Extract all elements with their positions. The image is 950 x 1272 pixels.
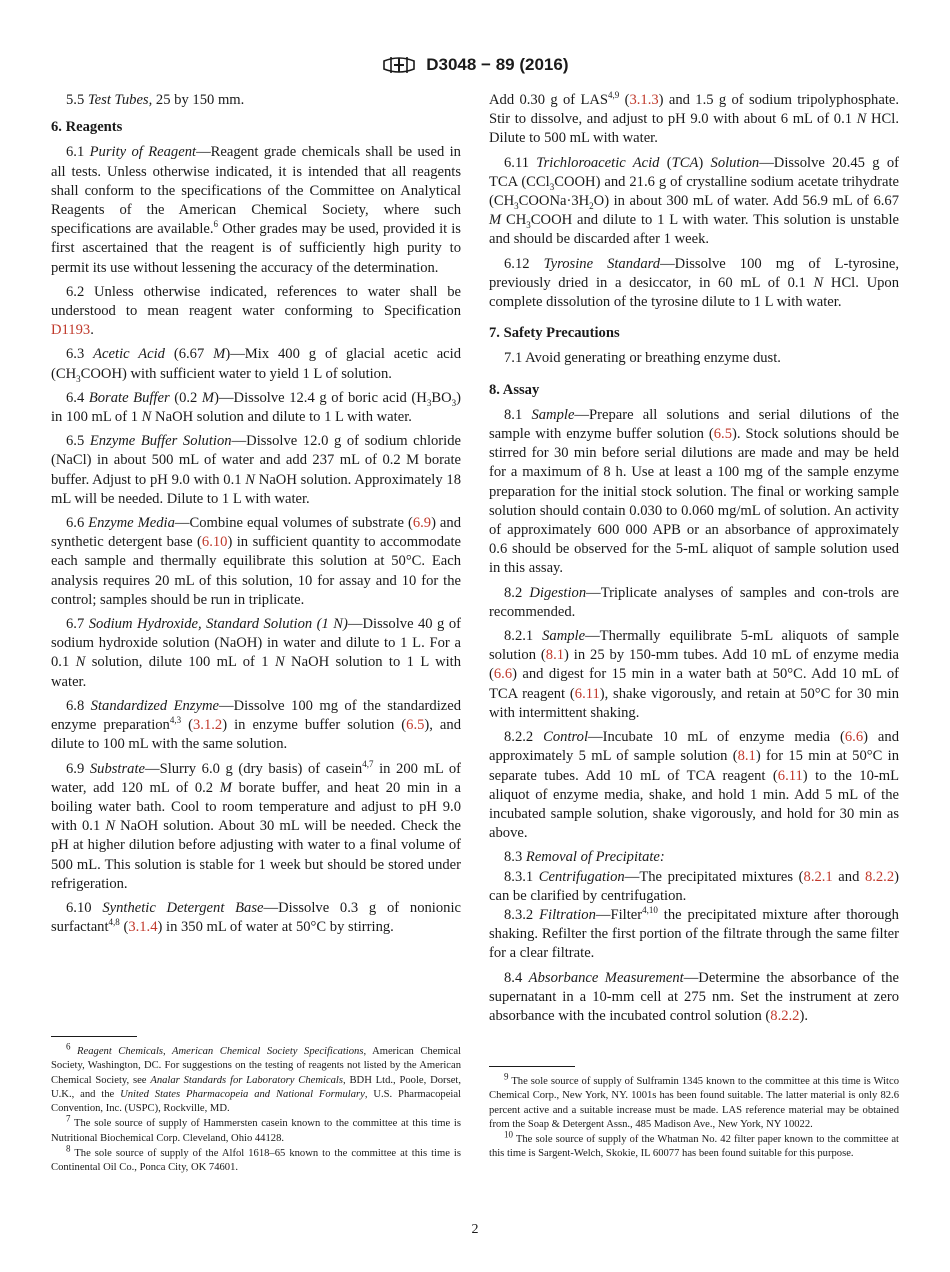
- para-6-7: 6.7 Sodium Hydroxide, Standard Solution (1 N)—Dissolve 40 g of sodium hydroxide solution (NaOH) in water and dilute to 1 L. For a 0.1 N solution, dilute 100 mL of 1 N NaOH solution to 1 L with water.: [51, 616, 462, 690]
- ref-link-8-1[interactable]: 8.1: [737, 748, 756, 765]
- footnote-divider: [489, 1066, 575, 1067]
- para-8-2-2: 8.2.2 Control—Incubate 10 mL of enzyme media (6.6) and approximately 5 mL of sample solution (8.1) for 15 min at 50°C in separate tubes. Add 10 mL of TCA reagent (6.11) to the 10-mL aliquot of enzyme media, shake, and hold 1 min. Add 5 mL of the incubated sample solution, shake vigorously, and hold for 30 min as above.: [489, 729, 899, 842]
- para-6-5: 6.5 Enzyme Buffer Solution—Dissolve 12.0 g of sodium chloride (NaCl) in about 500 mL of water and add 237 mL of 0.2 M borate buffer. Adjust to pH 9.0 with 0.1 N NaOH solution. Approximately 18 mL will be needed. Dilute to 1 L with water.: [51, 433, 461, 507]
- footnotes-left: [51, 1041, 461, 1177]
- ref-link-6-6[interactable]: 6.6: [844, 729, 864, 746]
- astm-logo-icon: [382, 52, 416, 78]
- ref-link-6-5[interactable]: 6.5: [406, 717, 425, 734]
- page-number: 2: [471, 1222, 479, 1237]
- footnote-6: $^6$ Reagent Chemicals, American Chemical Society Specifications, American Chemical Society, Washington, DC. For suggestions on the testing of reagents not listed by the American Chemical Society, see Analar Standards for Laboratory Chemicals, BDH Ltd., Poole, Dorset, U.K., and the United States Pharmacopeia and National Formulary, U.S. Pharmacopeial Convention, Inc. (USPC), Rockville, MD.: [51, 1041, 461, 1115]
- para-6-4: 6.4 Borate Buffer (0.2 M)—Dissolve 12.4 g of boric acid $(H_3BO_3)$ in 100 mL of 1 N NaOH solution and dilute to 1 L with water.: [51, 389, 461, 426]
- ref-link-3-1-3[interactable]: 3.1.3: [629, 92, 659, 108]
- para-5-5: 5.5 Test Tubes, 25 by 150 mm.: [66, 92, 245, 108]
- para-6-10: 6.10 Synthetic Detergent Base—Dissolve 0.3 g of nonionic surfactant$^{4,8}$ (3.1.4) in 350 mL of water at 50°C by stirring.: [51, 899, 461, 936]
- left-column: [51, 91, 461, 942]
- para-7-1: 7.1 Avoid generating or breathing enzyme dust.: [504, 350, 781, 367]
- para-6-10-continued: Add 0.30 g of LAS$^{4,9}$ (3.1.3) and 1.5 g of sodium tripolyphosphate. Stir to dissolve, and adjust to pH 9.0 with about 6 mL of 0.1 N HCl. Dilute to 500 mL with water.: [489, 90, 900, 147]
- para-8-1: 8.1 Sample—Prepare all solutions and serial dilutions of the sample with enzyme buffer solution (6.5). Stock solutions should be stirred for 30 min before serial dilutions are made and may be held for a maximum of 8 h. Use at least a 100 mg of the sample enzyme preparation for the initial stock solution. The final or working sample solution should contain 0.030 to 0.060 mg/mL of solution. An activity of approximately 600 000 APB or an absorbance of approximately 0.6 should be observed for the 5-mL aliquot of sample solution used in this assay.: [489, 406, 899, 577]
- ref-link-3-1-2[interactable]: 3.1.2: [193, 717, 223, 734]
- para-6-2: 6.2 Unless otherwise indicated, references to water shall be understood to mean reagent water conforming to Specification D1193.: [51, 283, 461, 339]
- section-heading-reagents: 6. Reagents: [51, 119, 123, 136]
- ref-link-6-11[interactable]: 6.11: [574, 685, 600, 702]
- para-8-3-1: 8.3.1 Centrifugation—The precipitated mixtures (8.2.1 and 8.2.2) can be clarified by centrifugation.: [489, 868, 899, 904]
- ref-link-6-10[interactable]: 6.10: [201, 534, 228, 551]
- para-6-3: 6.3 Acetic Acid (6.67 M)—Mix 400 g of glacial acetic acid $(CH_3COOH)$ with sufficient water to yield 1 L of solution.: [51, 346, 461, 384]
- para-8-3: 8.3 Removal of Precipitate:: [504, 849, 665, 866]
- para-8-2: 8.2 Digestion—Triplicate analyses of samples and con-trols are recommended.: [489, 584, 899, 620]
- designation: D3048 − 89 (2016): [426, 55, 569, 74]
- para-6-12: 6.12 Tyrosine Standard—Dissolve 100 mg of L-tyrosine, previously dried in a desiccator, in 60 mL of 0.1 N HCl. Upon complete dissolution of the tyrosine dilute to 1 L with water.: [489, 255, 900, 311]
- ref-link-d1193[interactable]: D1193: [51, 322, 91, 339]
- ref-link-6-5[interactable]: 6.5: [713, 426, 732, 443]
- ref-link-8-2-2[interactable]: 8.2.2: [864, 868, 895, 885]
- ref-link-3-1-4[interactable]: 3.1.4: [128, 919, 158, 936]
- footnote-8: $^8$ The sole source of supply of the Alfol 1618–65 known to the committee at this time is Continental Oil Co., Ponca City, OK 74601.: [51, 1143, 461, 1174]
- page-header: [0, 52, 950, 78]
- right-column: [489, 91, 899, 1031]
- ref-link-8-2-2[interactable]: 8.2.2: [770, 1007, 800, 1024]
- para-8-2-1: 8.2.1 Sample—Thermally equilibrate 5-mL aliquots of sample solution (8.1) in 25 by 150-mm tubes. Add 10 mL of enzyme media (6.6) and digest for 15 min in a water bath at 50°C. Add 10 mL of TCA reagent (6.11), shake vigorously, and retain at 50°C for 30 min with intermittent shaking.: [489, 628, 900, 721]
- footnotes-right: [489, 1071, 899, 1163]
- footnote-divider: [51, 1036, 137, 1037]
- para-8-4: 8.4 Absorbance Measurement—Determine the absorbance of the supernatant in a 10-mm cell at 275 nm. Set the instrument at zero absorbance with the incubated control solution (8.2.2).: [489, 969, 899, 1024]
- para-6-9: 6.9 Substrate—Slurry 6.0 g (dry basis) of casein$^{4,7}$ in 200 mL of water, add 120 mL of 0.2 M borate buffer, and heat 20 min in a boiling water bath. Cool to room temperature and adjust to pH 9.0 with 0.1 N NaOH solution. About 30 mL will be needed. Check the pH at higher dilution before adjusting with water to a final volume of 500 mL. This solution is stable for 1 week but should be stored under refrigeration.: [51, 758, 461, 892]
- ref-link-8-2-1[interactable]: 8.2.1: [803, 868, 833, 885]
- footnote-10: $^{10}$ The sole source of supply of the Whatman No. 42 filter paper known to the committee at this time is Sargent-Welch, Skokie, IL 60077 has been found suitable for this purpose.: [489, 1129, 899, 1160]
- para-6-11: 6.11 Trichloroacetic Acid (TCA) Solution—Dissolve 20.45 g of TCA (CCl$_3$COOH) and 21.6 g of crystalline sodium acetate trihydrate $(CH_3COONa\cdot 3H_2O)$ in about 300 mL of water. Add 56.9 mL of 6.67 M $CH_3COOH$ and dilute to 1 L with water. This solution is unstable and should be discarded after 1 week.: [489, 154, 900, 248]
- footnote-9: $^9$ The sole source of supply of Sulframin 1345 known to the committee at this time is Witco Chemical Corp., New York, NY. 1001s has been found suitable. The latter material is only 82.6 percent active and a suitable increase must be made. LAS reference material may be obtained from the Soap & Detergent Assn., 485 Madison Ave., New York, NY 10022.: [489, 1071, 899, 1130]
- ref-link-6-11[interactable]: 6.11: [777, 767, 803, 784]
- ref-link-8-1[interactable]: 8.1: [545, 647, 565, 664]
- para-6-8: 6.8 Standardized Enzyme—Dissolve 100 mg of the standardized enzyme preparation$^{4,3}$ (3.1.2) in enzyme buffer solution (6.5), and dilute to 100 mL with the same solution.: [51, 697, 462, 753]
- ref-link-6-6[interactable]: 6.6: [493, 666, 513, 683]
- ref-link-6-9[interactable]: 6.9: [412, 515, 432, 532]
- footnote-7: $^7$ The sole source of supply of Hammersten casein known to the committee at this time is Nutritional Biochemical Corp. Cleveland, Ohio 44128.: [51, 1113, 461, 1144]
- section-heading-assay: 8. Assay: [489, 381, 540, 398]
- para-6-1: 6.1 Purity of Reagent—Reagent grade chemicals shall be used in all tests. Unless otherwise indicated, it is intended that all reagents shall conform to the specifications of the Committee on Analytical Reagents of the American Chemical Society, where such specifications are available.$^6$ Other grades may be used, provided it is first ascertained that the reagent is of sufficiently high purity to permit its use without lessening the accuracy of the determination.: [51, 144, 461, 276]
- section-heading-safety: 7. Safety Precautions: [489, 325, 620, 342]
- para-6-6: 6.6 Enzyme Media—Combine equal volumes of substrate (6.9) and synthetic detergent base (6.10) in sufficient quantity to accommodate each sample and thermally equilibrate this solution at 50°C. Each analysis requires 20 mL of this solution, 10 for assay and 10 for the control; samples should be run in triplicate.: [51, 515, 461, 608]
- para-8-3-2: 8.3.2 Filtration—Filter$^{4,10}$ the precipitated mixture after thorough shaking. Refilter the first portion of the filtrate through the same filter for a clear filtrate.: [489, 905, 899, 962]
